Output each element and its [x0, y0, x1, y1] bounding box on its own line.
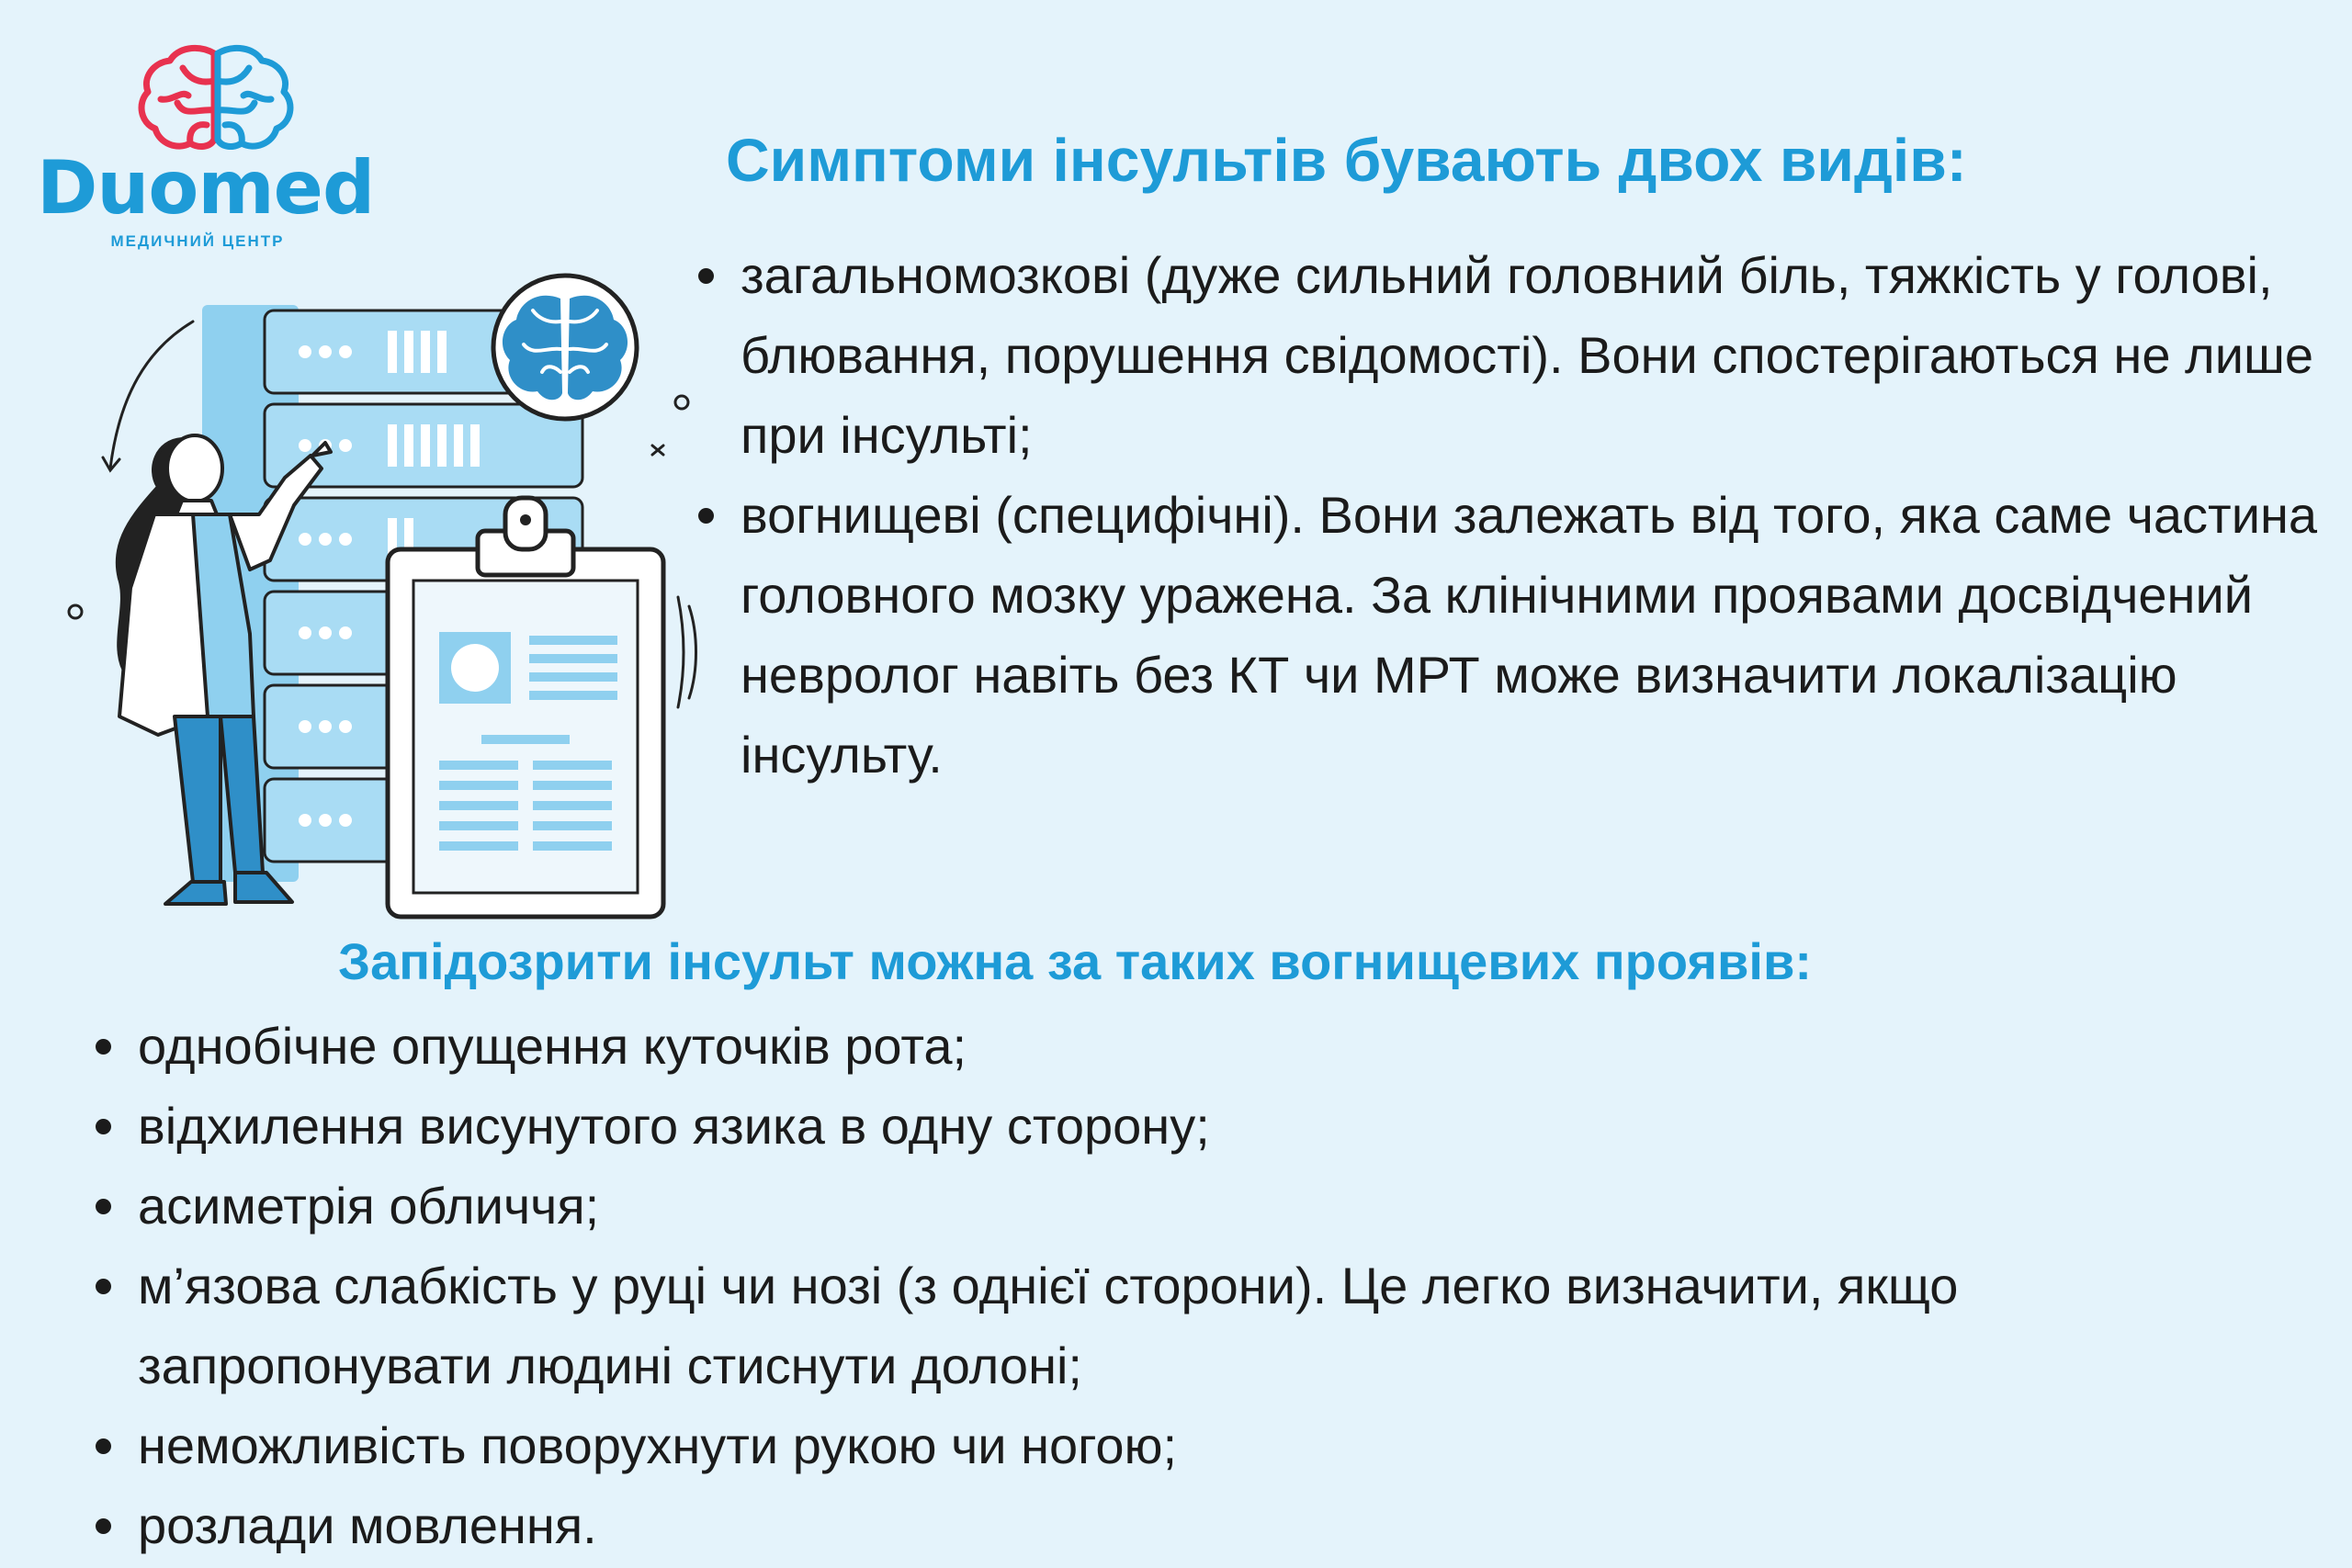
list-item: м’язова слабкість у руці чи нозі (з однієї сторони). Це легко визначити, якщо запропонувати людині стиснути долоні; [92, 1246, 2205, 1405]
list-item: загальномозкові (дуже сильний головний біль, тяжкість у голові, блювання, порушення свідомості). Вони спостерігаються не лише при інсульті; [695, 235, 2330, 475]
list-item: асиметрія обличчя; [92, 1166, 2205, 1246]
list-item: однобічне опущення куточків рота; [92, 1006, 2205, 1086]
clipboard-report-icon [388, 498, 663, 917]
list-item: розлади мовлення. [92, 1485, 2205, 1565]
list-item: неможливість поворухнути рукою чи ногою; [92, 1405, 2205, 1485]
logo-name: Duomed [37, 145, 375, 231]
section1-title: Симптоми інсультів бувають двох видів: [726, 126, 1967, 194]
section1-list [695, 235, 2330, 795]
list-item: відхилення висунутого язика в одну сторону; [92, 1086, 2205, 1166]
logo-subtitle: МЕДИЧНИЙ ЦЕНТР [110, 232, 285, 250]
list-item: вогнищеві (специфічні). Вони залежать від того, яка саме частина головного мозку уражена. За клінічними проявами досвідчений невролог навіть без КТ чи МРТ може визначити локалізацію інсульту. [695, 475, 2330, 795]
section2-title: Запідозрити інсульт можна за таких вогнищевих проявів: [338, 932, 1813, 990]
brain-icon [493, 276, 637, 419]
section2-list [92, 1006, 2205, 1565]
illustration [46, 239, 707, 937]
brain-logo-icon [133, 44, 299, 152]
logo [37, 44, 375, 255]
